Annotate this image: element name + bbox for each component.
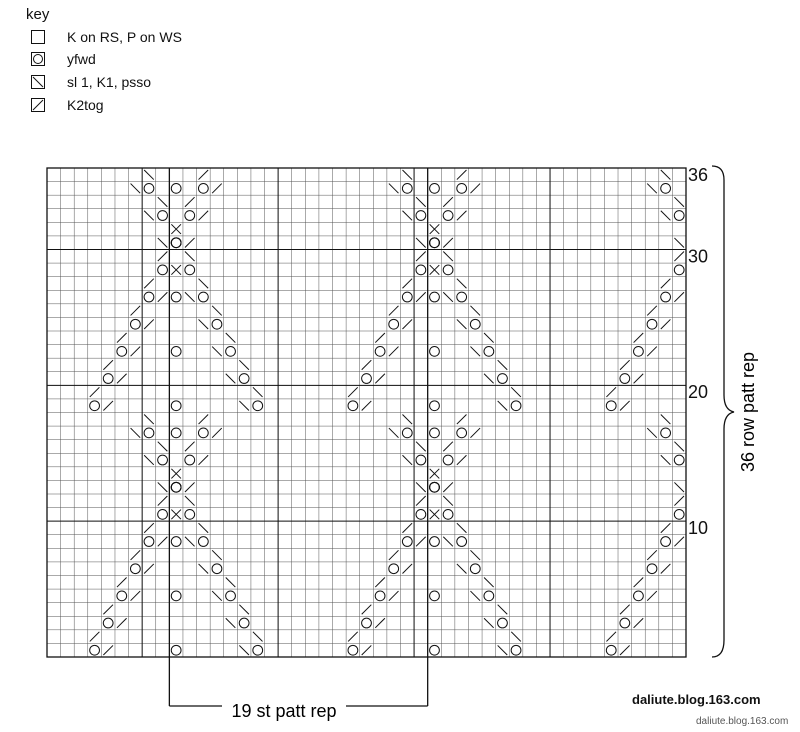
sl1-k1-psso-symbol xyxy=(674,238,684,248)
yfwd-symbol xyxy=(498,618,508,628)
yfwd-symbol xyxy=(443,509,453,519)
yfwd-symbol xyxy=(198,292,208,302)
sl1-k1-psso-symbol xyxy=(239,605,249,615)
sl1-k1-psso-symbol xyxy=(674,442,684,452)
key-item-sl1-label: sl 1, K1, psso xyxy=(67,74,152,90)
yfwd-symbol xyxy=(239,618,249,628)
yfwd-symbol xyxy=(430,645,440,655)
k2tog-symbol xyxy=(674,252,684,262)
yfwd-symbol xyxy=(130,319,140,329)
stitch-repeat-label: 19 st patt rep xyxy=(231,701,337,721)
k2tog-symbol xyxy=(443,197,453,207)
sl1-k1-psso-symbol xyxy=(226,578,236,588)
k2tog-symbol xyxy=(199,170,209,180)
k2tog-symbol xyxy=(158,292,168,302)
yfwd-symbol xyxy=(484,591,494,601)
sl1-k1-psso-symbol xyxy=(131,184,141,194)
sl1-k1-psso-symbol xyxy=(470,591,480,601)
yfwd-symbol xyxy=(158,455,168,465)
k2tog-symbol xyxy=(375,578,385,588)
watermark-text: daliute.blog.163.com xyxy=(696,716,789,727)
yfwd-symbol xyxy=(674,265,684,275)
yfwd-symbol xyxy=(634,346,644,356)
sl1-k1-psso-symbol xyxy=(443,537,453,547)
yfwd-symbol xyxy=(185,211,195,221)
sl1-k1-psso-symbol xyxy=(402,170,412,180)
row-label: 36 xyxy=(688,164,709,185)
k2tog-symbol xyxy=(443,482,453,492)
yfwd-symbol xyxy=(457,537,467,547)
sl1-k1-psso-symbol xyxy=(457,523,467,533)
yfwd-symbol xyxy=(103,374,113,384)
k2tog-symbol xyxy=(375,374,385,384)
yfwd-symbol xyxy=(402,292,412,302)
yfwd-symbol xyxy=(171,428,181,438)
sl1-k1-psso-symbol xyxy=(674,482,684,492)
yfwd-symbol xyxy=(103,618,113,628)
k2tog-symbol xyxy=(144,523,154,533)
k2tog-symbol xyxy=(199,455,209,465)
sl1-k1-psso-symbol xyxy=(674,197,684,207)
k2tog-symbol xyxy=(117,374,127,384)
yfwd-symbol xyxy=(443,211,453,221)
yfwd-symbol xyxy=(430,428,440,438)
k2tog-symbol xyxy=(647,550,657,560)
sl1-k1-psso-symbol xyxy=(226,618,236,628)
k2tog-symbol xyxy=(647,347,657,357)
row-repeat-label: 36 row patt rep xyxy=(738,351,758,473)
sl1-k1-psso-symbol xyxy=(416,197,426,207)
k2tog-symbol xyxy=(131,591,141,601)
yfwd-symbol xyxy=(674,509,684,519)
k2tog-symbol xyxy=(457,170,467,180)
yfwd-symbol xyxy=(416,509,426,519)
yfwd-symbol xyxy=(158,265,168,275)
yfwd-symbol xyxy=(90,645,100,655)
yfwd-symbol xyxy=(171,238,181,248)
yfwd-symbol xyxy=(171,591,181,601)
sl1-k1-psso-symbol xyxy=(158,238,168,248)
yfwd-symbol xyxy=(647,564,657,574)
sl1-k1-psso-symbol xyxy=(185,292,195,302)
k2tog-symbol xyxy=(457,211,467,221)
sl1-k1-psso-symbol xyxy=(226,333,236,343)
k2tog-symbol xyxy=(144,564,154,574)
yfwd-symbol xyxy=(144,183,154,193)
yfwd-symbol xyxy=(117,346,127,356)
k2tog-symbol xyxy=(185,442,195,452)
k2tog-symbol xyxy=(103,605,113,615)
k2tog-symbol xyxy=(131,550,141,560)
sl1-k1-psso-symbol xyxy=(239,360,249,370)
sl1-k1-psso-symbol xyxy=(199,279,209,289)
sl1-k1-psso-symbol xyxy=(661,415,671,425)
yfwd-symbol xyxy=(253,401,263,411)
k2tog-symbol xyxy=(131,306,141,316)
k2tog-symbol xyxy=(144,279,154,289)
yfwd-symbol xyxy=(430,292,440,302)
k2tog-symbol xyxy=(402,564,412,574)
k2tog-symbol xyxy=(199,211,209,221)
k2tog-symbol xyxy=(661,523,671,533)
sl1-k1-psso-symbol xyxy=(416,442,426,452)
yfwd-symbol xyxy=(212,564,222,574)
yfwd-symbol xyxy=(239,374,249,384)
yfwd-symbol xyxy=(606,401,616,411)
k2tog-symbol xyxy=(103,645,113,655)
k2tog-symbol xyxy=(199,415,209,425)
k2tog-symbol xyxy=(661,564,671,574)
k2tog-symbol xyxy=(634,618,644,628)
yfwd-symbol xyxy=(402,428,412,438)
yfwd-symbol xyxy=(375,346,385,356)
k2tog-symbol xyxy=(144,319,154,329)
yfwd-symbol xyxy=(198,428,208,438)
yfwd-symbol xyxy=(430,482,440,492)
k2tog-symbol xyxy=(674,537,684,547)
yfwd-symbol xyxy=(212,319,222,329)
k2tog-symbol xyxy=(362,645,372,655)
yfwd-symbol xyxy=(443,455,453,465)
k2tog-symbol xyxy=(90,387,100,397)
yfwd-symbol xyxy=(430,537,440,547)
yfwd-symbol xyxy=(661,292,671,302)
k2tog-symbol xyxy=(103,401,113,411)
k2tog-symbol xyxy=(212,184,222,194)
yfwd-symbol xyxy=(389,564,399,574)
k2tog-symbol xyxy=(158,252,168,262)
yfwd-symbol xyxy=(198,537,208,547)
sl1-k1-psso-symbol xyxy=(199,564,209,574)
sl1-k1-psso-symbol xyxy=(402,211,412,221)
k2tog-symbol xyxy=(362,360,372,370)
k2tog-symbol xyxy=(402,319,412,329)
k2tog-symbol xyxy=(348,387,358,397)
sl1-k1-psso-symbol xyxy=(498,605,508,615)
k2tog-symbol xyxy=(620,645,630,655)
yfwd-symbol xyxy=(511,401,521,411)
k2tog-symbol xyxy=(90,632,100,642)
yfwd-symbol xyxy=(198,183,208,193)
yfwd-symbol xyxy=(430,591,440,601)
yfwd-symbol xyxy=(430,238,440,248)
row-label: 10 xyxy=(688,517,709,538)
yfwd-symbol xyxy=(158,509,168,519)
sl1-k1-psso-symbol xyxy=(457,279,467,289)
yfwd-symbol xyxy=(620,618,630,628)
sl1-k1-psso-symbol xyxy=(185,496,195,506)
sl1-k1-psso-symbol xyxy=(511,632,521,642)
sl1-k1-psso-symbol xyxy=(185,252,195,262)
k2tog-symbol xyxy=(416,252,426,262)
sl1-k1-psso-symbol xyxy=(457,564,467,574)
sl1-k1-psso-symbol xyxy=(402,455,412,465)
yfwd-symbol xyxy=(185,455,195,465)
sl1-k1-psso-symbol xyxy=(498,360,508,370)
yfwd-symbol xyxy=(674,211,684,221)
sl1-k1-psso-symbol xyxy=(484,618,494,628)
k2tog-symbol xyxy=(620,401,630,411)
k2tog-symbol xyxy=(634,374,644,384)
sl1-k1-psso-symbol xyxy=(239,645,249,655)
yfwd-symbol xyxy=(457,428,467,438)
k2tog-symbol xyxy=(158,537,168,547)
k2tog-symbol xyxy=(443,442,453,452)
k2tog-symbol xyxy=(103,360,113,370)
sl1-k1-psso-symbol xyxy=(212,306,222,316)
k2tog-symbol xyxy=(185,197,195,207)
k2tog-symbol xyxy=(131,347,141,357)
k2tog-symbol xyxy=(117,333,127,343)
yfwd-symbol xyxy=(634,591,644,601)
yfwd-symbol xyxy=(402,183,412,193)
yfwd-symbol xyxy=(130,564,140,574)
key-title: key xyxy=(26,6,50,23)
yfwd-symbol xyxy=(362,618,372,628)
k2tog-symbol xyxy=(389,306,399,316)
k2tog-symbol xyxy=(457,455,467,465)
sl1-k1-psso-symbol xyxy=(498,401,508,411)
yfwd-symbol xyxy=(416,211,426,221)
k2tog-symbol xyxy=(402,279,412,289)
yfwd-symbol xyxy=(402,537,412,547)
k2tog-symbol xyxy=(185,482,195,492)
yfwd-symbol xyxy=(171,183,181,193)
k2tog-symbol xyxy=(402,523,412,533)
yfwd-symbol xyxy=(226,346,236,356)
yfwd-symbol xyxy=(348,645,358,655)
sl1-k1-psso-symbol xyxy=(457,319,467,329)
sl1-k1-psso-symbol xyxy=(131,428,141,438)
yfwd-symbol xyxy=(620,374,630,384)
credit-text: daliute.blog.163.com xyxy=(632,692,761,707)
row-label: 30 xyxy=(688,246,709,267)
yfwd-symbol xyxy=(171,482,181,492)
sl1-k1-psso-symbol xyxy=(253,387,263,397)
yfwd-symbol xyxy=(416,265,426,275)
stitch-repeat-box xyxy=(169,168,427,706)
sl1-k1-psso-symbol xyxy=(498,645,508,655)
yfwd-symbol xyxy=(647,319,657,329)
k2tog-symbol xyxy=(620,360,630,370)
yfwd-symbol xyxy=(348,401,358,411)
sl1-k1-psso-symbol xyxy=(647,428,657,438)
yfwd-symbol xyxy=(90,401,100,411)
sl1-k1-psso-symbol xyxy=(158,197,168,207)
k2tog-symbol xyxy=(416,292,426,302)
sl1-k1-psso-symbol xyxy=(239,401,249,411)
sl1-k1-psso-symbol xyxy=(470,306,480,316)
sl1-k1-psso-symbol xyxy=(443,292,453,302)
yfwd-symbol xyxy=(158,211,168,221)
yfwd-symbol xyxy=(389,319,399,329)
sl1-k1-psso-symbol xyxy=(144,170,154,180)
chart-grid-fine xyxy=(47,168,686,657)
yfwd-symbol xyxy=(171,645,181,655)
yfwd-symbol xyxy=(470,319,480,329)
k2tog-symbol xyxy=(362,401,372,411)
sl1-k1-psso-symbol xyxy=(158,482,168,492)
key-item-k2tog-label: K2tog xyxy=(67,97,104,113)
yfwd-symbol xyxy=(171,537,181,547)
key-item-knit-label: K on RS, P on WS xyxy=(67,29,182,45)
yfwd-symbol xyxy=(606,645,616,655)
k2tog-symbol xyxy=(117,578,127,588)
sl1-k1-psso-symbol xyxy=(212,591,222,601)
yfwd-symbol xyxy=(457,292,467,302)
sl1-k1-psso-symbol xyxy=(470,550,480,560)
sl1-k1-psso-symbol xyxy=(484,374,494,384)
k2tog-symbol xyxy=(606,632,616,642)
yfwd-symbol xyxy=(661,183,671,193)
sl1-k1-psso-symbol xyxy=(212,347,222,357)
sl1-k1-psso-symbol xyxy=(226,374,236,384)
sl1-k1-psso-symbol xyxy=(389,428,399,438)
yfwd-symbol xyxy=(226,591,236,601)
k2tog-symbol xyxy=(674,496,684,506)
yfwd-symbol xyxy=(144,428,154,438)
k2tog-symbol xyxy=(348,632,358,642)
yfwd-symbol xyxy=(430,401,440,411)
k2tog-symbol xyxy=(620,605,630,615)
k2tog-symbol xyxy=(375,618,385,628)
row-repeat-brace xyxy=(712,166,734,657)
yfwd-symbol xyxy=(430,346,440,356)
yfwd-symbol xyxy=(661,428,671,438)
yfwd-symbol xyxy=(185,265,195,275)
sl1-k1-psso-symbol xyxy=(470,347,480,357)
k2tog-symbol xyxy=(606,387,616,397)
sl1-k1-psso-symbol xyxy=(199,319,209,329)
yfwd-symbol xyxy=(661,537,671,547)
sl1-k1-psso-symbol xyxy=(484,333,494,343)
k2tog-symbol xyxy=(647,591,657,601)
k2tog-symbol xyxy=(457,415,467,425)
k2tog-symbol xyxy=(362,605,372,615)
sl1-k1-psso-symbol xyxy=(158,442,168,452)
sl1-k1-psso-symbol xyxy=(443,252,453,262)
row-label: 20 xyxy=(688,382,709,403)
yfwd-symbol xyxy=(470,564,480,574)
k2tog-symbol xyxy=(470,184,480,194)
yfwd-symbol xyxy=(511,645,521,655)
sl1-k1-psso-symbol xyxy=(199,523,209,533)
sl1-k1-psso-symbol xyxy=(416,238,426,248)
yfwd-symbol xyxy=(484,346,494,356)
k2tog-symbol xyxy=(185,238,195,248)
k2tog-symbol xyxy=(389,591,399,601)
k2tog-symbol xyxy=(416,537,426,547)
k2tog-symbol xyxy=(661,279,671,289)
yfwd-symbol xyxy=(144,537,154,547)
yfwd-symbol xyxy=(375,591,385,601)
sl1-k1-psso-symbol xyxy=(661,211,671,221)
sl1-k1-psso-symbol xyxy=(647,184,657,194)
sl1-k1-psso-symbol xyxy=(661,455,671,465)
sl1-k1-psso-symbol xyxy=(144,415,154,425)
sl1-k1-psso-symbol xyxy=(511,387,521,397)
brace-icon xyxy=(712,166,734,657)
k2tog-symbol xyxy=(443,238,453,248)
sl1-k1-psso-symbol xyxy=(661,170,671,180)
k2tog-symbol xyxy=(674,292,684,302)
yfwd-symbol xyxy=(498,374,508,384)
yfwd-symbol xyxy=(171,292,181,302)
key-item-yfwd-label: yfwd xyxy=(67,51,96,67)
yfwd-symbol xyxy=(171,346,181,356)
yfwd-symbol xyxy=(457,183,467,193)
k2tog-symbol xyxy=(212,428,222,438)
sl1-k1-psso-symbol xyxy=(389,184,399,194)
k2tog-symbol xyxy=(416,496,426,506)
k2tog-symbol xyxy=(470,428,480,438)
k2tog-symbol xyxy=(647,306,657,316)
yfwd-symbol xyxy=(117,591,127,601)
sl1-k1-psso-symbol xyxy=(253,632,263,642)
sl1-k1-psso-symbol xyxy=(402,415,412,425)
sl1-k1-psso-symbol xyxy=(185,537,195,547)
k2tog-symbol xyxy=(634,333,644,343)
k2tog-symbol xyxy=(634,578,644,588)
yfwd-symbol xyxy=(362,374,372,384)
sl1-k1-psso-symbol xyxy=(144,455,154,465)
yfwd-symbol xyxy=(171,401,181,411)
row-labels xyxy=(688,165,708,538)
k2tog-symbol xyxy=(661,319,671,329)
yfwd-symbol xyxy=(144,292,154,302)
yfwd-symbol xyxy=(674,455,684,465)
k2tog-symbol xyxy=(389,347,399,357)
yfwd-symbol xyxy=(430,183,440,193)
k2tog-symbol xyxy=(158,496,168,506)
sl1-k1-psso-symbol xyxy=(212,550,222,560)
sl1-k1-psso-symbol xyxy=(416,482,426,492)
sl1-k1-psso-symbol xyxy=(484,578,494,588)
yfwd-symbol xyxy=(185,509,195,519)
sl1-k1-psso-symbol xyxy=(443,496,453,506)
yfwd-symbol xyxy=(416,455,426,465)
yfwd-symbol xyxy=(443,265,453,275)
k2tog-symbol xyxy=(389,550,399,560)
k2tog-symbol xyxy=(117,618,127,628)
sl1-k1-psso-symbol xyxy=(144,211,154,221)
yfwd-symbol xyxy=(253,645,263,655)
k2tog-symbol xyxy=(375,333,385,343)
